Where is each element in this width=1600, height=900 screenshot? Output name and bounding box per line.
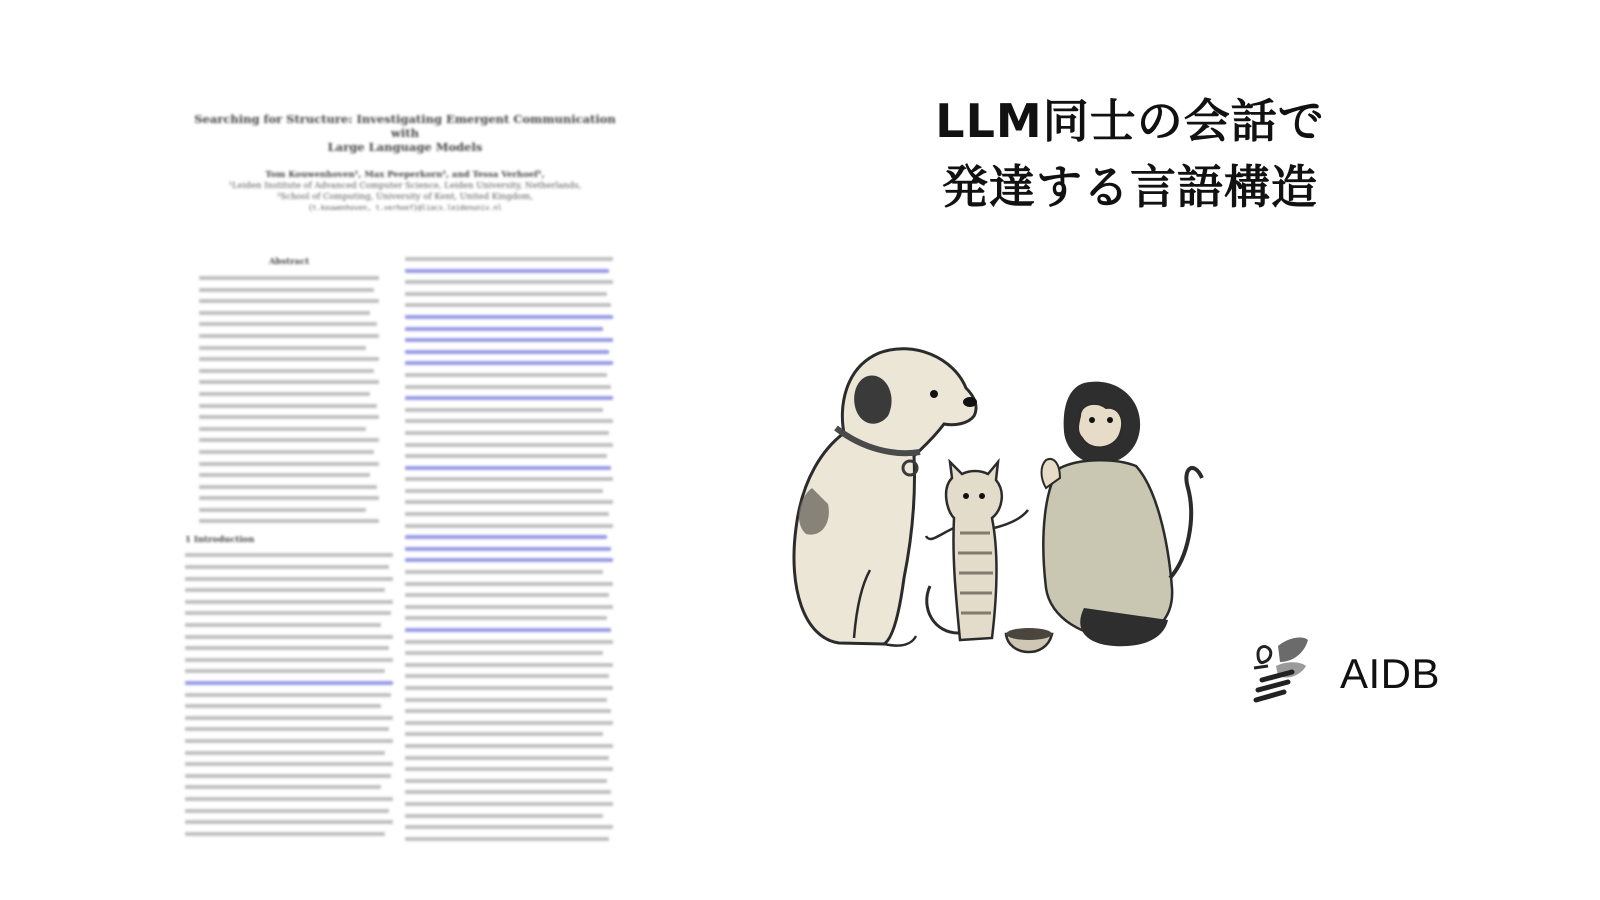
paper-text-line <box>405 500 613 504</box>
paper-text-line <box>199 519 379 523</box>
paper-text-line <box>405 443 613 447</box>
paper-text-line <box>405 280 613 284</box>
brand-name: AIDB <box>1340 650 1441 697</box>
animals-illustration <box>784 338 1204 668</box>
monkey-illustration <box>1042 382 1203 647</box>
paper-emails: {t.kouwenhoven, t.verhoef}@liacs.leidenuniv.nl <box>308 204 502 212</box>
paper-text-line <box>405 547 611 551</box>
paper-text-line <box>405 709 611 713</box>
paper-text-line <box>185 646 389 650</box>
paper-text-line <box>199 485 377 489</box>
paper-text-line <box>185 577 393 581</box>
paper-text-line <box>405 779 607 783</box>
paper-left-column <box>185 257 393 843</box>
paper-text-line <box>185 681 393 685</box>
paper-text-line <box>185 658 393 662</box>
paper-text-line <box>405 628 611 632</box>
introduction-heading: 1 Introduction <box>185 535 255 546</box>
paper-affiliation-2: ²School of Computing, University of Kent, United Kingdom, <box>276 192 534 202</box>
paper-text-line <box>405 686 613 690</box>
paper-text-line <box>185 785 381 789</box>
paper-text-line <box>405 454 607 458</box>
paper-text-line <box>405 651 603 655</box>
paper-preview <box>185 112 625 802</box>
paper-text-line <box>405 477 613 481</box>
paper-text-line <box>405 303 611 307</box>
paper-text-line <box>405 767 613 771</box>
paper-text-line <box>405 338 613 342</box>
paper-text-line <box>405 489 603 493</box>
paper-text-line <box>405 744 613 748</box>
paper-text-line <box>185 669 385 673</box>
paper-text-line <box>405 512 609 516</box>
paper-authors: Tom Kouwenhoven¹, Max Peeperkorn², and Tessa Verhoef¹, <box>265 170 545 180</box>
paper-text-line <box>199 346 366 350</box>
paper-text-line <box>405 408 603 412</box>
paper-text-line <box>185 611 391 615</box>
cat-illustration <box>926 462 1028 640</box>
paper-text-line <box>185 809 389 813</box>
paper-text-line <box>185 716 393 720</box>
paper-text-line <box>185 704 381 708</box>
paper-text-line <box>405 640 613 644</box>
paper-text-line <box>199 288 374 292</box>
paper-text-line <box>185 820 393 824</box>
paper-text-line <box>405 756 609 760</box>
paper-text-line <box>405 732 603 736</box>
paper-text-line <box>185 588 385 592</box>
paper-text-line <box>405 385 611 389</box>
paper-text-line <box>199 311 370 315</box>
paper-text-line <box>185 751 385 755</box>
paper-text-line <box>405 802 613 806</box>
paper-text-line <box>199 473 370 477</box>
paper-text-line <box>405 721 613 725</box>
paper-author-block <box>185 170 625 214</box>
paper-text-line <box>405 269 609 273</box>
paper-text-line <box>185 623 381 627</box>
paper-text-line <box>199 450 374 454</box>
paper-text-line <box>405 698 607 702</box>
paper-text-line <box>405 663 613 667</box>
paper-text-line <box>199 276 379 280</box>
paper-text-line <box>405 582 613 586</box>
paper-text-line <box>405 790 611 794</box>
paper-text-line <box>405 292 607 296</box>
paper-text-line <box>405 373 607 377</box>
paper-text-line <box>199 357 379 361</box>
paper-columns <box>185 257 625 802</box>
paper-text-line <box>405 315 613 319</box>
paper-affiliation-1: ¹Leiden Institute of Advanced Computer Science, Leiden University, Netherlands, <box>228 181 582 191</box>
paper-text-line <box>405 593 609 597</box>
paper-text-line <box>405 570 603 574</box>
paper-text-line <box>199 334 379 338</box>
paper-text-line <box>185 693 391 697</box>
paper-text-line <box>405 431 609 435</box>
paper-right-column <box>405 257 613 848</box>
paper-text-line <box>185 553 393 557</box>
bee-logo-icon <box>1248 632 1312 712</box>
paper-text-line <box>199 392 370 396</box>
paper-title-line2: Large Language Models <box>327 140 483 154</box>
paper-text-line <box>185 600 393 604</box>
paper-title <box>185 112 625 154</box>
paper-text-line <box>405 837 609 841</box>
paper-text-line <box>405 350 609 354</box>
headline <box>880 88 1380 220</box>
paper-text-line <box>185 635 393 639</box>
paper-text-line <box>199 322 377 326</box>
headline-line2: 発達する言語構造 <box>942 160 1318 214</box>
paper-text-line <box>199 508 366 512</box>
paper-text-line <box>405 605 613 609</box>
paper-text-line <box>405 396 613 400</box>
paper-text-line <box>405 535 607 539</box>
paper-text-line <box>185 832 385 836</box>
paper-text-line <box>185 797 393 801</box>
paper-text-line <box>405 257 613 261</box>
paper-text-line <box>185 774 391 778</box>
paper-text-line <box>405 825 613 829</box>
paper-text-line <box>199 369 374 373</box>
paper-text-line <box>185 565 389 569</box>
paper-text-line <box>405 361 613 365</box>
paper-text-line <box>405 419 613 423</box>
abstract-body <box>185 276 393 523</box>
abstract-heading: Abstract <box>268 257 310 267</box>
paper-text-line <box>405 558 613 562</box>
paper-text-line <box>405 814 603 818</box>
paper-text-line <box>199 438 379 442</box>
paper-text-line <box>405 674 609 678</box>
paper-text-line <box>405 327 603 331</box>
paper-text-line <box>185 762 393 766</box>
paper-text-line <box>185 727 389 731</box>
bowl-illustration <box>1006 628 1052 652</box>
paper-title-line1: Searching for Structure: Investigating Emergent Communication with <box>194 112 616 140</box>
brand <box>1248 632 1478 712</box>
paper-text-line <box>199 299 379 303</box>
paper-text-line <box>405 616 607 620</box>
paper-text-line <box>405 524 613 528</box>
paper-text-line <box>185 739 393 743</box>
paper-text-line <box>199 404 377 408</box>
paper-text-line <box>199 462 379 466</box>
headline-line1: LLM同士の会話で <box>935 94 1325 148</box>
paper-text-line <box>199 427 366 431</box>
paper-text-line <box>199 380 379 384</box>
paper-text-line <box>405 466 611 470</box>
paper-text-line <box>199 415 379 419</box>
paper-text-line <box>199 496 379 500</box>
